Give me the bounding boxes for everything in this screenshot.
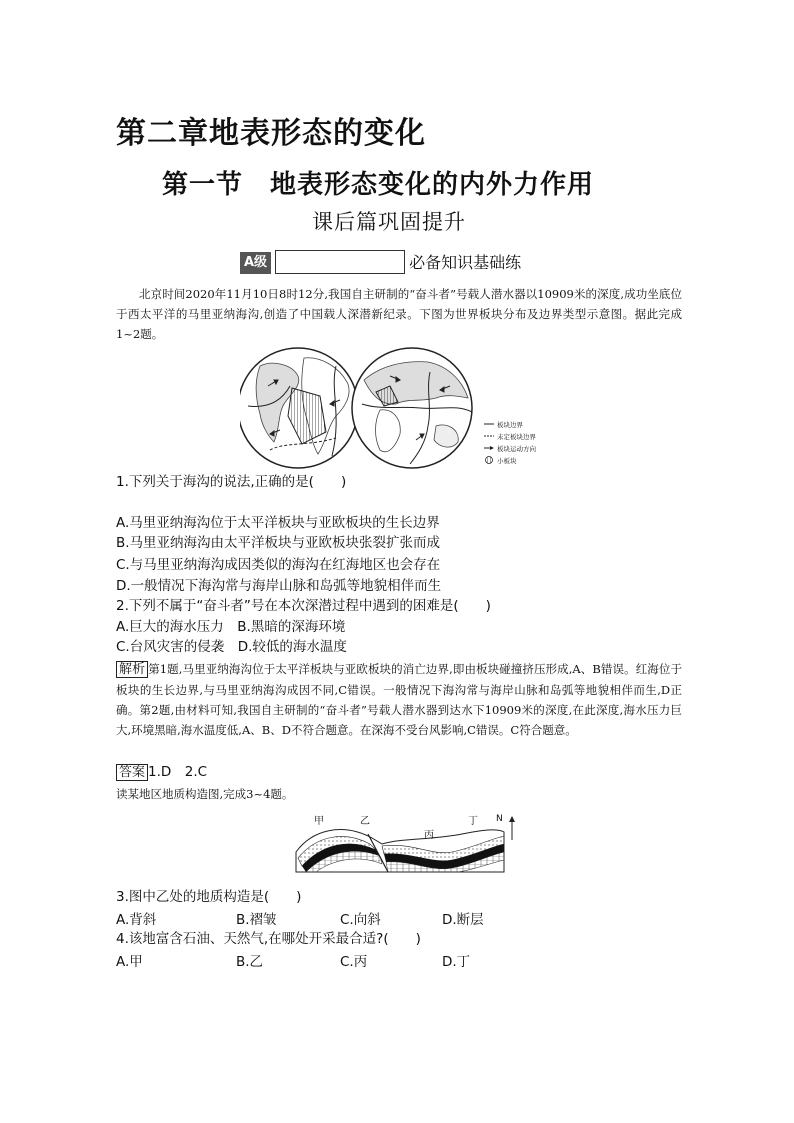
- label-jia: 甲: [314, 816, 324, 827]
- intro-paragraph: 北京时间2020年11月10日8时12分,我国自主研制的“奋斗者”号载人潜水器以10909米的深度,成功坐底位于西太平洋的马里亚纳海沟,创造了中国载人深潜新纪录。下图为世界板块分布及边界类型示意图。据此完成1~2题。: [116, 287, 682, 341]
- legend-label-small-plate: 小板块: [497, 456, 517, 465]
- question-1-option-c: C.与马里亚纳海沟成因类似的海沟在红海地区也会存在: [116, 557, 441, 573]
- level-label: 必备知识基础练: [409, 253, 522, 272]
- question-3-stem: 3.图中乙处的地质构造是( ): [116, 889, 302, 905]
- section-title: 第一节 地表形态变化的内外力作用: [162, 170, 595, 200]
- intro-2: 读某地区地质构造图,完成3~4题。: [116, 787, 294, 801]
- legend-item: [484, 430, 536, 442]
- question-3-option-c: C.向斜: [340, 912, 381, 928]
- question-2-options-line-2: C.台风灾害的侵袭 D.较低的海水温度: [116, 639, 347, 655]
- question-1-option-d: D.一般情况下海沟常与海岸山脉和岛弧等地貌相伴而生: [116, 578, 442, 594]
- answer-text: 1.D 2.C: [148, 764, 208, 780]
- legend-item: [484, 418, 536, 430]
- question-4-option-d: D.丁: [442, 954, 471, 970]
- label-yi: 乙: [360, 816, 370, 827]
- legend-label-plate-boundary: 板块边界: [497, 420, 523, 429]
- question-4-option-a: A.甲: [116, 954, 143, 970]
- legend-item: [484, 442, 536, 454]
- legend-label-motion-direction: 板块运动方向: [497, 444, 536, 453]
- question-1-stem: 1.下列关于海沟的说法,正确的是( ): [116, 474, 347, 490]
- answer-block: [116, 762, 207, 783]
- label-ding: 丁: [468, 816, 478, 827]
- question-3-options: [116, 908, 536, 928]
- legend-item: [484, 454, 536, 466]
- level-badge: A级: [240, 252, 271, 274]
- level-header: [240, 248, 521, 274]
- question-4-option-b: B.乙: [236, 954, 264, 970]
- question-3-option-b: B.褶皱: [236, 912, 277, 928]
- hatched-circle-icon: [484, 456, 494, 464]
- question-3-option-a: A.背斜: [116, 912, 157, 928]
- question-4-stem: 4.该地富含石油、天然气,在哪处开采最合适?( ): [116, 931, 421, 947]
- analysis-tag: 解析: [116, 661, 148, 678]
- geologic-figure: [292, 812, 522, 876]
- answer-tag: 答案: [116, 764, 148, 781]
- question-2-options-line-1: A.巨大的海水压力 B.黑暗的深海环境: [116, 619, 346, 635]
- subtitle: 课后篇巩固提升: [312, 210, 466, 234]
- question-3-option-d: D.断层: [442, 912, 484, 928]
- chapter-title: 第二章地表形态的变化: [116, 116, 426, 151]
- question-4-option-c: C.丙: [340, 954, 368, 970]
- level-blank-box: [275, 250, 405, 274]
- geologic-svg: [292, 812, 522, 876]
- map-legend: [484, 418, 536, 466]
- north-label: N: [496, 814, 503, 824]
- label-bing: 丙: [424, 830, 434, 841]
- question-1-option-b: B.马里亚纳海沟由太平洋板块与亚欧板块张裂扩张而成: [116, 535, 441, 551]
- arrow-right-icon: [484, 445, 494, 451]
- legend-label-undetermined-boundary: 未定板块边界: [497, 432, 536, 441]
- plate-map-figure: [240, 346, 570, 470]
- analysis-block: [116, 659, 682, 740]
- analysis-text: 第1题,马里亚纳海沟位于太平洋板块与亚欧板块的消亡边界,即由板块碰撞挤压形成,A、B错误。红海位于板块的生长边界,与马里亚纳海沟成因不同,C错误。一般情况下海沟常与海岸山脉和岛弧等地貌相伴而生,D正确。第2题,由材料可知,我国自主研制的“奋斗者”号载人潜水器到达水下10909米的深度,在此深度,海水压力巨大,环境黑暗,海水温度低,A、B、D不符合题意。在深海不受台风影响,C错误。C符合题意。: [116, 662, 682, 737]
- question-2-stem: 2.下列不属于“奋斗者”号在本次深潜过程中遇到的困难是( ): [116, 598, 491, 614]
- question-4-options: [116, 950, 536, 970]
- question-1-option-a: A.马里亚纳海沟位于太平洋板块与亚欧板块的生长边界: [116, 515, 440, 531]
